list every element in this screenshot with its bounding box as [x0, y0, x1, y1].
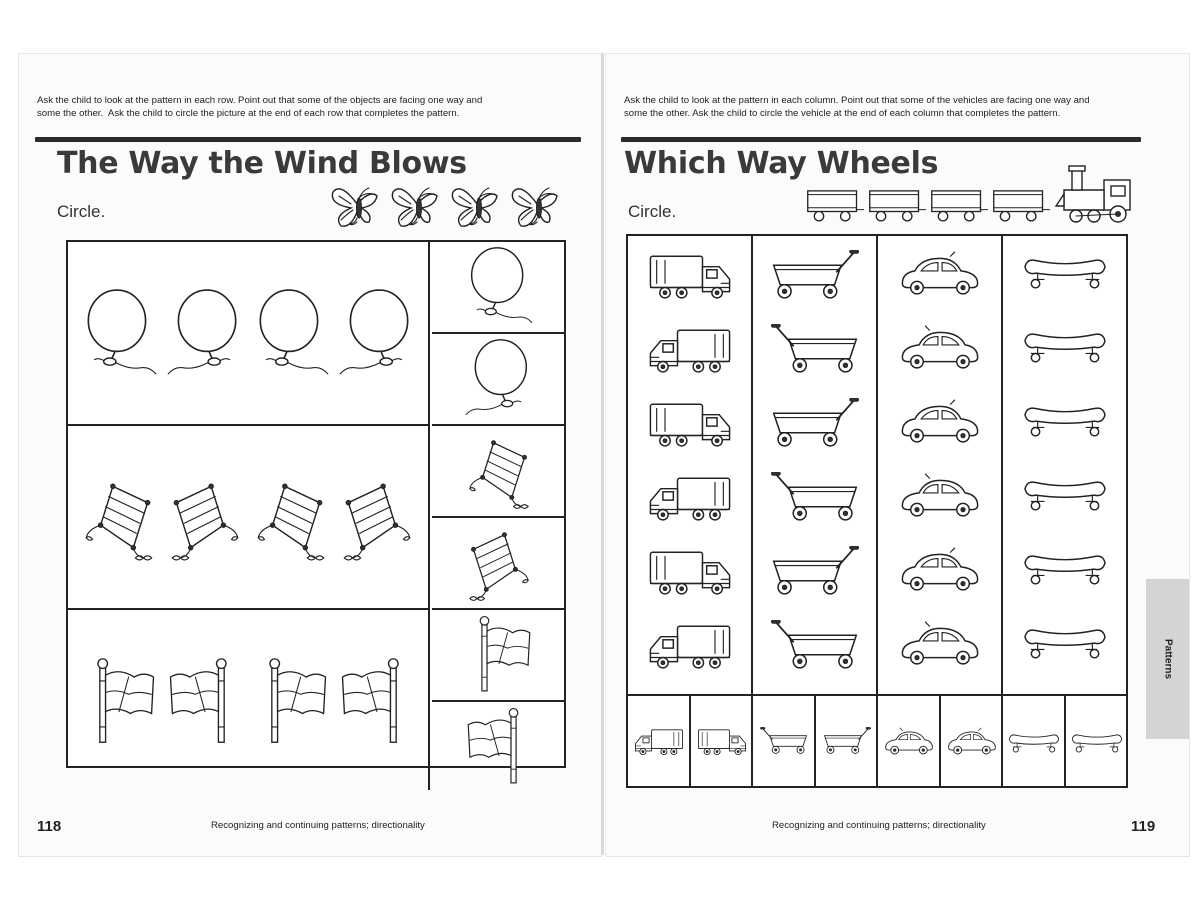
instructions: Ask the child to look at the pattern in each row. Point out that some of the objects are facing one way and some the other. Ask the child to circle the picture at the end of each row that completes the pattern.	[37, 95, 483, 119]
balloon-icon	[250, 288, 332, 380]
page-footer: Recognizing and continuing patterns; directionality	[772, 820, 986, 831]
train-car-icon	[804, 184, 864, 224]
answer-choice-car[interactable]	[878, 696, 941, 786]
title-rule	[621, 137, 1141, 142]
wagon-icon	[758, 726, 810, 756]
wagon-icon	[767, 398, 863, 448]
butterfly-icon	[329, 182, 379, 230]
balloon-icon	[462, 338, 536, 420]
skateboard-icon	[1008, 726, 1060, 756]
flag-icon	[462, 614, 536, 696]
page-footer: Recognizing and continuing patterns; directionality	[211, 820, 425, 831]
train-car-icon	[928, 184, 988, 224]
skateboard-icon	[1017, 398, 1113, 438]
truck-icon	[642, 398, 738, 448]
answer-choice-wagon[interactable]	[816, 696, 879, 786]
pattern-column-skateboard	[1003, 236, 1128, 696]
page-title: The Way the Wind Blows	[57, 146, 467, 181]
balloon-icon	[164, 288, 246, 380]
answer-choice-flag[interactable]	[432, 702, 566, 794]
header-butterflies	[329, 182, 579, 234]
truck-icon	[642, 250, 738, 300]
kite-icon	[164, 472, 246, 564]
side-tab: Patterns	[1146, 579, 1189, 739]
butterfly-icon	[509, 182, 559, 230]
circle-label: Circle.	[57, 202, 106, 221]
answer-choice-car[interactable]	[941, 696, 1004, 786]
train-car-icon	[990, 184, 1050, 224]
pattern-grid	[66, 240, 566, 768]
wagon-icon	[767, 472, 863, 522]
wagon-icon	[767, 250, 863, 300]
train-car-icon	[866, 184, 926, 224]
answer-choice-truck[interactable]	[691, 696, 754, 786]
skateboard-icon	[1017, 324, 1113, 364]
truck-icon	[642, 620, 738, 670]
pattern-row-flag	[68, 610, 430, 790]
book-spine	[601, 53, 604, 855]
pattern-column-wagon	[753, 236, 878, 696]
flag-icon	[250, 656, 332, 748]
flag-icon	[78, 656, 160, 748]
answer-choice-skateboard[interactable]	[1003, 696, 1066, 786]
car-icon	[892, 546, 988, 592]
page-title: Which Way Wheels	[624, 146, 939, 181]
pattern-grid	[626, 234, 1128, 788]
kite-icon	[250, 472, 332, 564]
truck-icon	[642, 546, 738, 596]
truck-icon	[642, 472, 738, 522]
car-icon	[892, 472, 988, 518]
pattern-column-car	[878, 236, 1003, 696]
skateboard-icon	[1017, 472, 1113, 512]
truck-icon	[642, 324, 738, 374]
title-rule	[35, 137, 581, 142]
car-icon	[892, 250, 988, 296]
wagon-icon	[821, 726, 873, 756]
balloon-icon	[462, 246, 536, 328]
car-icon	[892, 398, 988, 444]
flag-icon	[336, 656, 418, 748]
page-number: 118	[37, 818, 62, 835]
left-page	[18, 53, 602, 857]
pattern-row-kite	[68, 426, 430, 610]
answer-choice-skateboard[interactable]	[1066, 696, 1129, 786]
answer-choice-truck[interactable]	[628, 696, 691, 786]
truck-icon	[696, 726, 748, 756]
skateboard-icon	[1017, 620, 1113, 660]
wagon-icon	[767, 620, 863, 670]
pattern-row-balloon	[68, 242, 430, 426]
car-icon	[883, 726, 935, 756]
locomotive-icon	[1052, 164, 1134, 224]
circle-label: Circle.	[628, 202, 677, 221]
answer-choice-kite[interactable]	[432, 518, 566, 610]
skateboard-icon	[1017, 250, 1113, 290]
kite-icon	[78, 472, 160, 564]
flag-icon	[164, 656, 246, 748]
car-icon	[892, 324, 988, 370]
pattern-column-truck	[628, 236, 753, 696]
skateboard-icon	[1017, 546, 1113, 586]
kite-icon	[462, 522, 536, 604]
balloon-icon	[78, 288, 160, 380]
answer-choice-balloon[interactable]	[432, 334, 566, 426]
answer-choice-wagon[interactable]	[753, 696, 816, 786]
answer-choice-flag[interactable]	[432, 610, 566, 702]
kite-icon	[336, 472, 418, 564]
flag-icon	[462, 706, 536, 788]
page-number: 119	[1131, 818, 1156, 835]
wagon-icon	[767, 324, 863, 374]
butterfly-icon	[389, 182, 439, 230]
right-page	[605, 53, 1190, 857]
butterfly-icon	[449, 182, 499, 230]
answer-choice-balloon[interactable]	[432, 242, 566, 334]
instructions: Ask the child to look at the pattern in each column. Point out that some of the vehicles are facing one way and some the other. Ask the child to circle the vehicle at the end of each column that completes the pattern.	[624, 95, 1090, 119]
answer-choice-kite[interactable]	[432, 426, 566, 518]
truck-icon	[633, 726, 685, 756]
car-icon	[892, 620, 988, 666]
balloon-icon	[336, 288, 418, 380]
header-train	[804, 162, 1139, 228]
wagon-icon	[767, 546, 863, 596]
skateboard-icon	[1071, 726, 1123, 756]
kite-icon	[462, 430, 536, 512]
car-icon	[946, 726, 998, 756]
